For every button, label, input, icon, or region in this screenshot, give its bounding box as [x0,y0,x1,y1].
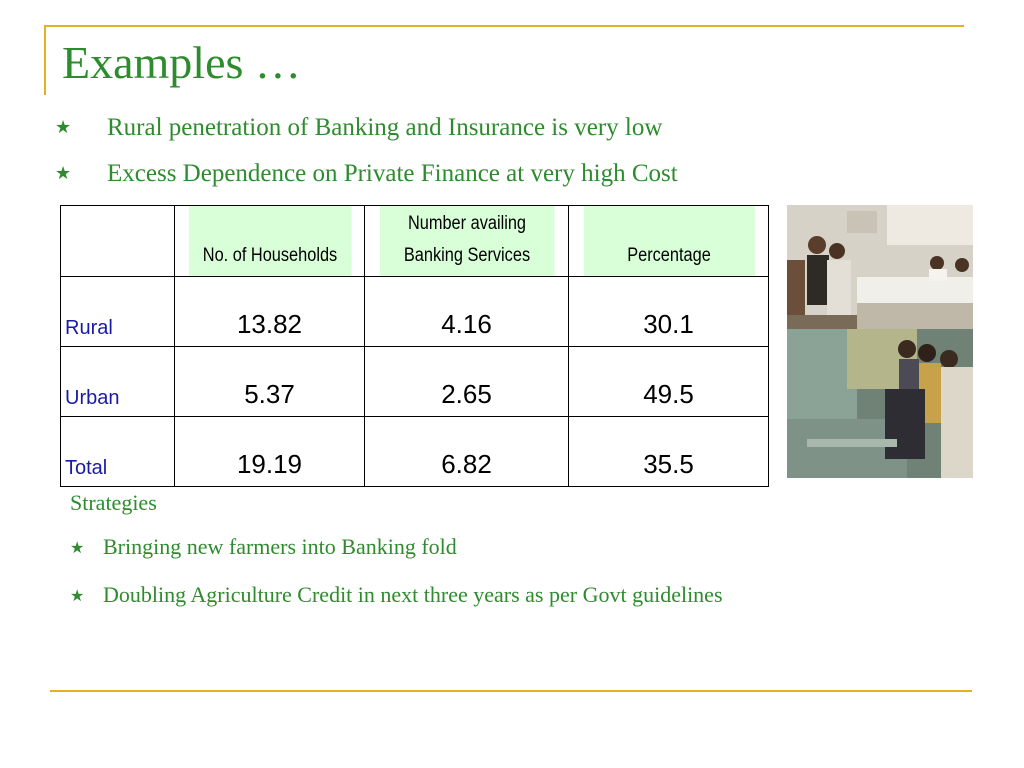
bullet-text: Rural penetration of Banking and Insurance is very low [107,114,663,141]
star-bullet-icon: ★ [70,586,85,605]
row-label: Rural [61,277,175,347]
header-availing [379,206,554,277]
bullet-item [55,112,875,158]
households-cell: 5.37 [175,347,365,417]
star-bullet-icon: ★ [55,117,72,138]
bullet-item [55,158,875,204]
table-header-row [61,206,769,277]
availing-cell: 4.16 [365,277,569,347]
strategies-heading: Strategies [70,490,157,515]
availing-cell: 2.65 [365,347,569,417]
row-label: Total [61,417,175,487]
row-label: Urban [61,347,175,417]
households-cell: 13.82 [175,277,365,347]
slide-title: Examples … [62,37,301,88]
header-percentage: Percentage [583,206,755,277]
availing-cell: 6.82 [365,417,569,487]
crowd-counter-photo [787,329,973,478]
top-rule [44,25,964,27]
strategy-text: Doubling Agriculture Credit in next three years as per Govt guidelines [103,582,723,607]
strategies-section [70,488,830,628]
percentage-cell: 35.5 [569,417,769,487]
strategy-item [70,532,830,562]
households-cell: 19.19 [175,417,365,487]
bullet-list [55,112,875,204]
strategies-list [70,532,830,610]
header-availing-line1: Number availing [407,213,526,234]
star-bullet-icon: ★ [70,538,85,557]
table-row [61,347,769,417]
bank-counter-photo [787,205,973,329]
star-bullet-icon: ★ [55,163,72,184]
strategy-item [70,580,830,610]
table-row [61,277,769,347]
header-availing-line2: Banking Services [403,245,530,266]
banking-table [60,205,769,487]
strategy-text: Bringing new farmers into Banking fold [103,534,457,559]
header-blank-cell [68,206,166,277]
bullet-text: Excess Dependence on Private Finance at very high Cost [107,160,678,187]
bottom-rule [50,690,972,692]
header-households: No. of Households [188,206,351,277]
crowd-illustration [787,329,973,478]
left-rule [44,25,46,95]
table-row [61,417,769,487]
percentage-cell: 30.1 [569,277,769,347]
percentage-cell: 49.5 [569,347,769,417]
bank-counter-illustration [787,205,973,329]
